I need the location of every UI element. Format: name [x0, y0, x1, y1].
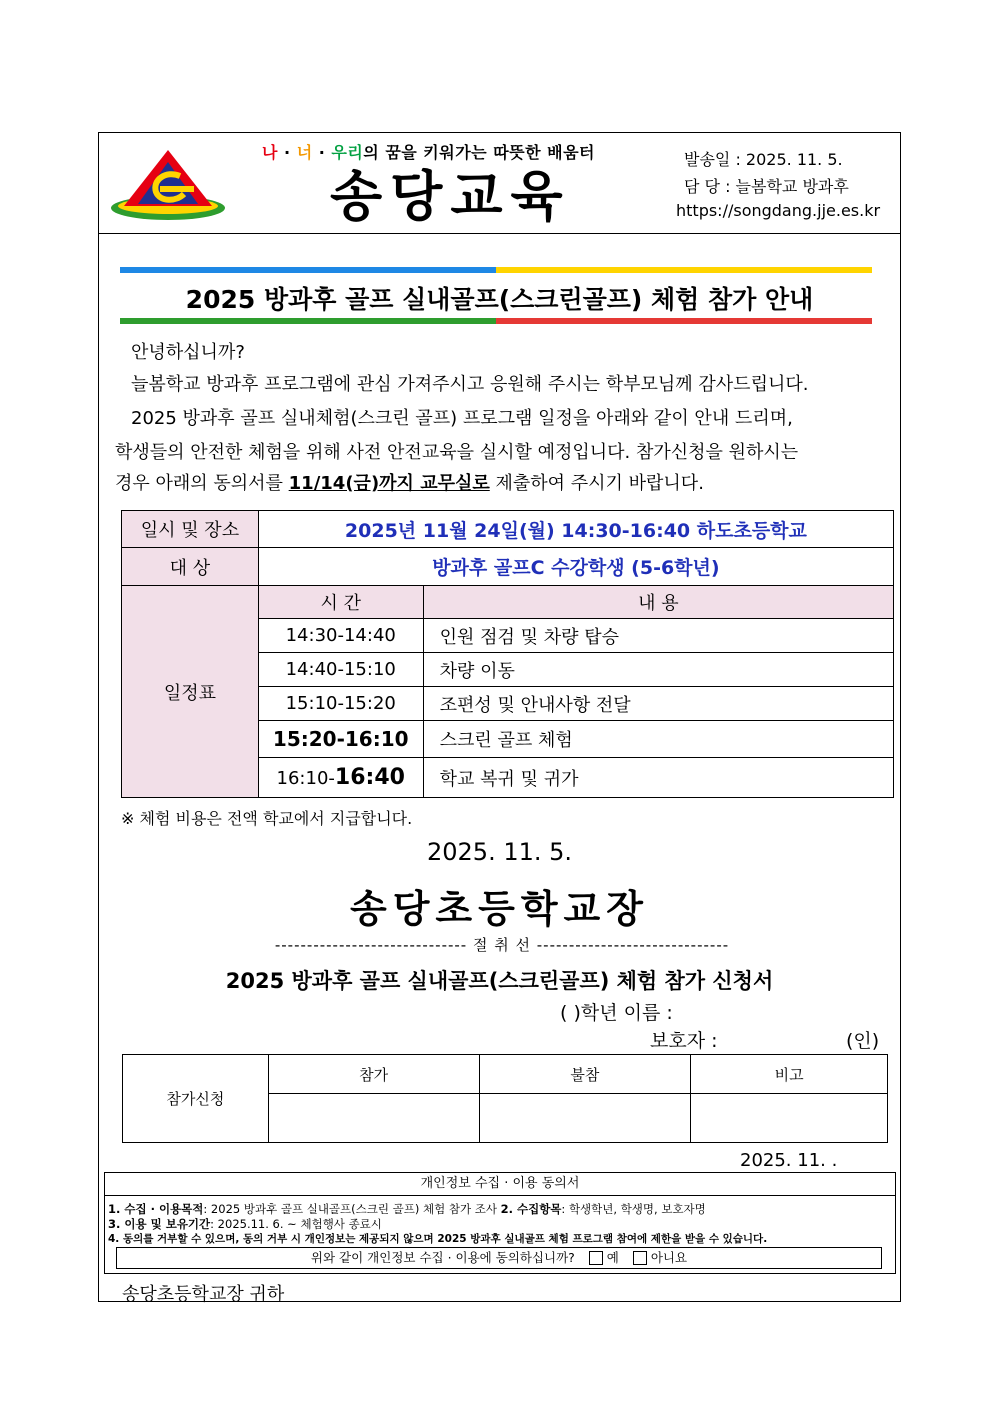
absent-cell[interactable]	[479, 1094, 691, 1143]
schedule-content: 차량 이동	[423, 653, 893, 687]
privacy-line-3: 4. 동의를 거부할 수 있으며, 동의 거부 시 개인정보는 제공되지 않으며 2025 방과후 실내골프 체험 프로그램 참여에 제한을 받을 수 있습니다.	[108, 1233, 768, 1245]
body-text: 경우 아래의 동의서를	[115, 473, 289, 494]
apply-label: 참가신청	[123, 1055, 269, 1143]
schedule-content: 학교 복귀 및 귀가	[423, 758, 893, 798]
notice-title: 2025 방과후 골프 실내골프(스크린골프) 체험 참가 안내	[185, 285, 814, 314]
remark-cell[interactable]	[691, 1094, 888, 1143]
privacy-items: : 학생학년, 학생명, 보호자명	[561, 1202, 706, 1216]
schedule-content: 스크린 골프 체험	[423, 721, 893, 758]
body-line: 2025 방과후 골프 실내체험(스크린 골프) 프로그램 일정을 아래와 같이 안내 드리며,	[131, 408, 793, 429]
slogan-neo: 너	[296, 143, 313, 162]
schedule-content: 조편성 및 안내사항 전달	[423, 687, 893, 721]
schedule-time	[258, 758, 423, 798]
target-label: 대 상	[122, 548, 259, 586]
schedule-time: 14:30-14:40	[258, 619, 423, 653]
schedule-label: 일정표	[122, 586, 259, 798]
privacy-period: : 2025.11. 6. ~ 체험행사 종료시	[210, 1217, 382, 1231]
addressee: 송당초등학교장 귀하	[122, 1284, 285, 1305]
body-line-deadline	[115, 467, 890, 501]
stripe-bottom-green	[120, 318, 496, 324]
schedule-time-start: 16:10-	[276, 768, 335, 789]
slogan-na: 나	[262, 143, 278, 162]
stripe-top-yellow	[496, 267, 872, 273]
cost-note: ※ 체험 비용은 전액 학교에서 지급합니다.	[121, 809, 413, 828]
schedule-time: 14:40-15:10	[258, 653, 423, 687]
consent-question-box	[116, 1247, 882, 1269]
slogan-rest: 의 꿈을 키워가는 따뜻한 배움터	[363, 143, 596, 162]
greeting: 안녕하십니까?	[131, 342, 245, 363]
slogan-uri: 우리	[331, 143, 364, 162]
privacy-period-label: 3. 이용 및 보유기간	[108, 1217, 211, 1231]
info-table	[121, 510, 894, 798]
consent-question: 위와 같이 개인정보 수집 · 이용에 동의하십니까?	[310, 1250, 575, 1265]
attend-header: 참가	[268, 1055, 479, 1094]
issue-date: 2025. 11. 5.	[426, 838, 573, 866]
attend-cell[interactable]	[268, 1094, 479, 1143]
privacy-purpose: : 2025 방과후 골프 실내골프(스크린 골프) 체험 참가 조사	[203, 1202, 501, 1216]
absent-header: 불참	[479, 1055, 691, 1094]
privacy-items-label: 2. 수집항목	[500, 1202, 562, 1216]
body-line: 늘봄학교 방과후 프로그램에 관심 가져주시고 응원해 주시는 학부모님께 감사드립니다.	[131, 374, 809, 395]
grade-name-field[interactable]: ( )학년 이름 :	[560, 1002, 673, 1024]
consent-no-label: 아니요	[650, 1250, 688, 1265]
school-logo	[108, 146, 228, 222]
stripe-top-blue	[120, 267, 496, 273]
consent-yes-label: 예	[606, 1250, 619, 1265]
slogan-dot: ·	[312, 143, 332, 162]
schedule-time: 15:10-15:20	[258, 687, 423, 721]
schedule-time-end: 16:40	[334, 765, 405, 790]
deadline-emphasis: 11/14(금)까지 교무실로	[288, 473, 490, 494]
application-table	[122, 1054, 888, 1143]
consent-yes-checkbox[interactable]	[589, 1251, 603, 1265]
header-divider	[98, 233, 901, 234]
body-line: 학생들의 안전한 체험을 위해 사전 안전교육을 실시할 예정입니다. 참가신청을 원하시는	[115, 442, 799, 463]
privacy-line-1	[108, 1201, 706, 1217]
privacy-purpose-label: 1. 수집 · 이용목적	[108, 1202, 204, 1216]
manager: 담 당 : 늘봄학교 방과후	[684, 177, 849, 196]
privacy-line-2	[108, 1216, 382, 1232]
seal-mark: (인)	[846, 1030, 880, 1052]
schedule-time: 15:20-16:10	[258, 721, 423, 758]
principal-signature: 송당초등학교장	[350, 887, 649, 931]
schedule-content: 인원 점검 및 차량 탑승	[423, 619, 893, 653]
guardian-field[interactable]: 보호자 :	[650, 1030, 718, 1052]
remark-header: 비고	[691, 1055, 888, 1094]
body-text: 제출하여 주시기 바랍니다.	[489, 473, 704, 494]
application-title: 2025 방과후 골프 실내골프(스크린골프) 체험 참가 신청서	[225, 969, 774, 993]
privacy-heading: 개인정보 수집 · 이용 동의서	[105, 1173, 895, 1196]
brand-title: 송당교육	[330, 165, 571, 228]
slogan-dot: ·	[277, 143, 297, 162]
consent-no-checkbox[interactable]	[633, 1251, 647, 1265]
target-value: 방과후 골프C 수강학생 (5-6학년)	[258, 548, 893, 586]
stripe-bottom-red	[496, 318, 872, 324]
cut-line: ------------------------------ 절 취 선 ------------------------------	[274, 936, 730, 954]
school-url[interactable]: https://songdang.jje.es.kr	[676, 201, 881, 220]
col-time-header: 시 간	[258, 586, 423, 619]
application-date: 2025. 11. .	[740, 1150, 838, 1171]
date-value: 2025년 11월 24일(월) 14:30-16:40 하도초등학교	[258, 511, 893, 548]
date-label: 일시 및 장소	[122, 511, 259, 548]
send-date: 발송일 : 2025. 11. 5.	[684, 150, 843, 169]
col-content-header: 내 용	[423, 586, 893, 619]
